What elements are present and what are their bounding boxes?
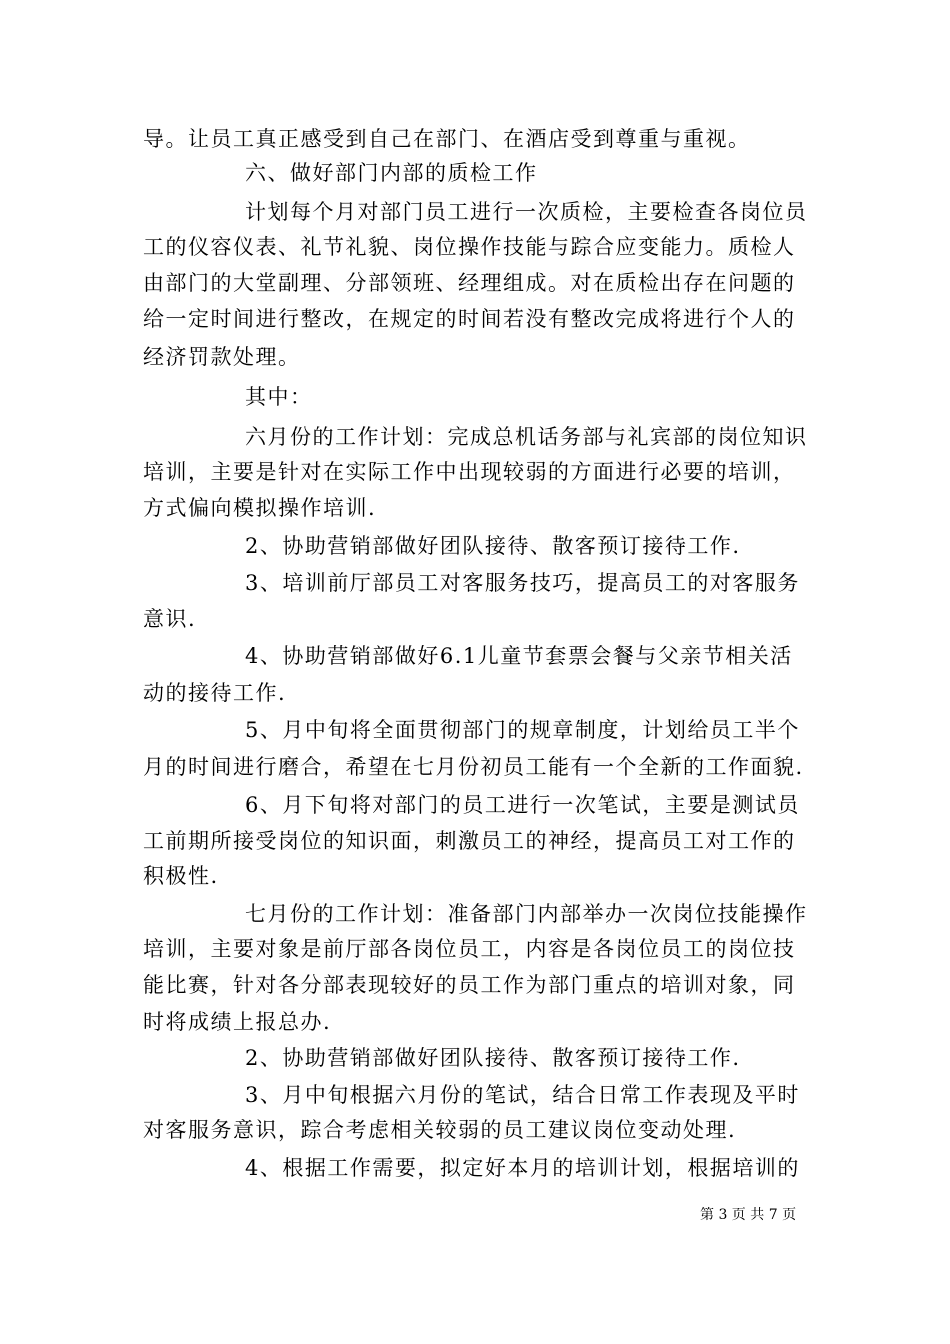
text-line: 4、根据工作需要，拟定好本月的培训计划，根据培训的 [245, 1156, 800, 1180]
text-line: 由部门的大堂副理、分部领班、经理组成。对在质检出存在问题的 [143, 271, 796, 295]
text-line: 3、培训前厅部员工对客服务技巧，提高员工的对客服务 [245, 571, 800, 595]
text-line: 动的接待工作. [143, 681, 287, 705]
text-line: 2、协助营销部做好团队接待、散客预订接待工作. [245, 1046, 741, 1070]
text-line: 计划每个月对部门员工进行一次质检，主要检查各岗位员 [245, 200, 808, 224]
text-line: 积极性. [143, 864, 219, 888]
text-line: 工的仪容仪表、礼节礼貌、岗位操作技能与踪合应变能力。质检人 [143, 235, 796, 259]
text-line: 意识. [143, 607, 197, 631]
text-line: 3、月中旬根据六月份的笔试，结合日常工作表现及平时 [245, 1083, 800, 1107]
text-line: 培训，主要是针对在实际工作中出现较弱的方面进行必要的培训， [143, 460, 796, 484]
text-line: 能比赛，针对各分部表现较好的员工作为部门重点的培训对象，同 [143, 973, 796, 997]
text-line: 工前期所接受岗位的知识面，刺激员工的神经，提高员工对工作的 [143, 829, 796, 853]
text-line: 时将成绩上报总办. [143, 1010, 332, 1034]
text-line: 6、月下旬将对部门的员工进行一次笔试，主要是测试员 [245, 793, 800, 817]
text-line: 方式偏向模拟操作培训. [143, 496, 377, 520]
text-line: 月的时间进行磨合，希望在七月份初员工能有一个全新的工作面貌. [143, 755, 804, 779]
page-number-footer: 第 3 页 共 7 页 [700, 1207, 797, 1223]
text-line: 培训，主要对象是前厅部各岗位员工，内容是各岗位员工的岗位技 [143, 937, 796, 961]
text-line: 其中： [245, 385, 313, 409]
section-heading: 六、做好部门内部的质检工作 [245, 161, 538, 185]
text-line: 六月份的工作计划：完成总机话务部与礼宾部的岗位知识 [245, 425, 808, 449]
text-line: 2、协助营销部做好团队接待、散客预订接待工作. [245, 534, 741, 558]
text-line: 七月份的工作计划：准备部门内部举办一次岗位技能操作 [245, 902, 808, 926]
text-line: 导。让员工真正感受到自己在部门、在酒店受到尊重与重视。 [143, 127, 751, 151]
text-line: 给一定时间进行整改，在规定的时间若没有整改完成将进行个人的 [143, 307, 796, 331]
text-line: 4、协助营销部做好6.1儿童节套票会餐与父亲节相关活 [245, 644, 793, 668]
text-line: 经济罚款处理。 [143, 345, 301, 369]
text-line: 5、月中旬将全面贯彻部门的规章制度，计划给员工半个 [245, 718, 800, 742]
text-line: 对客服务意识，踪合考虑相关较弱的员工建议岗位变动处理. [143, 1118, 737, 1142]
